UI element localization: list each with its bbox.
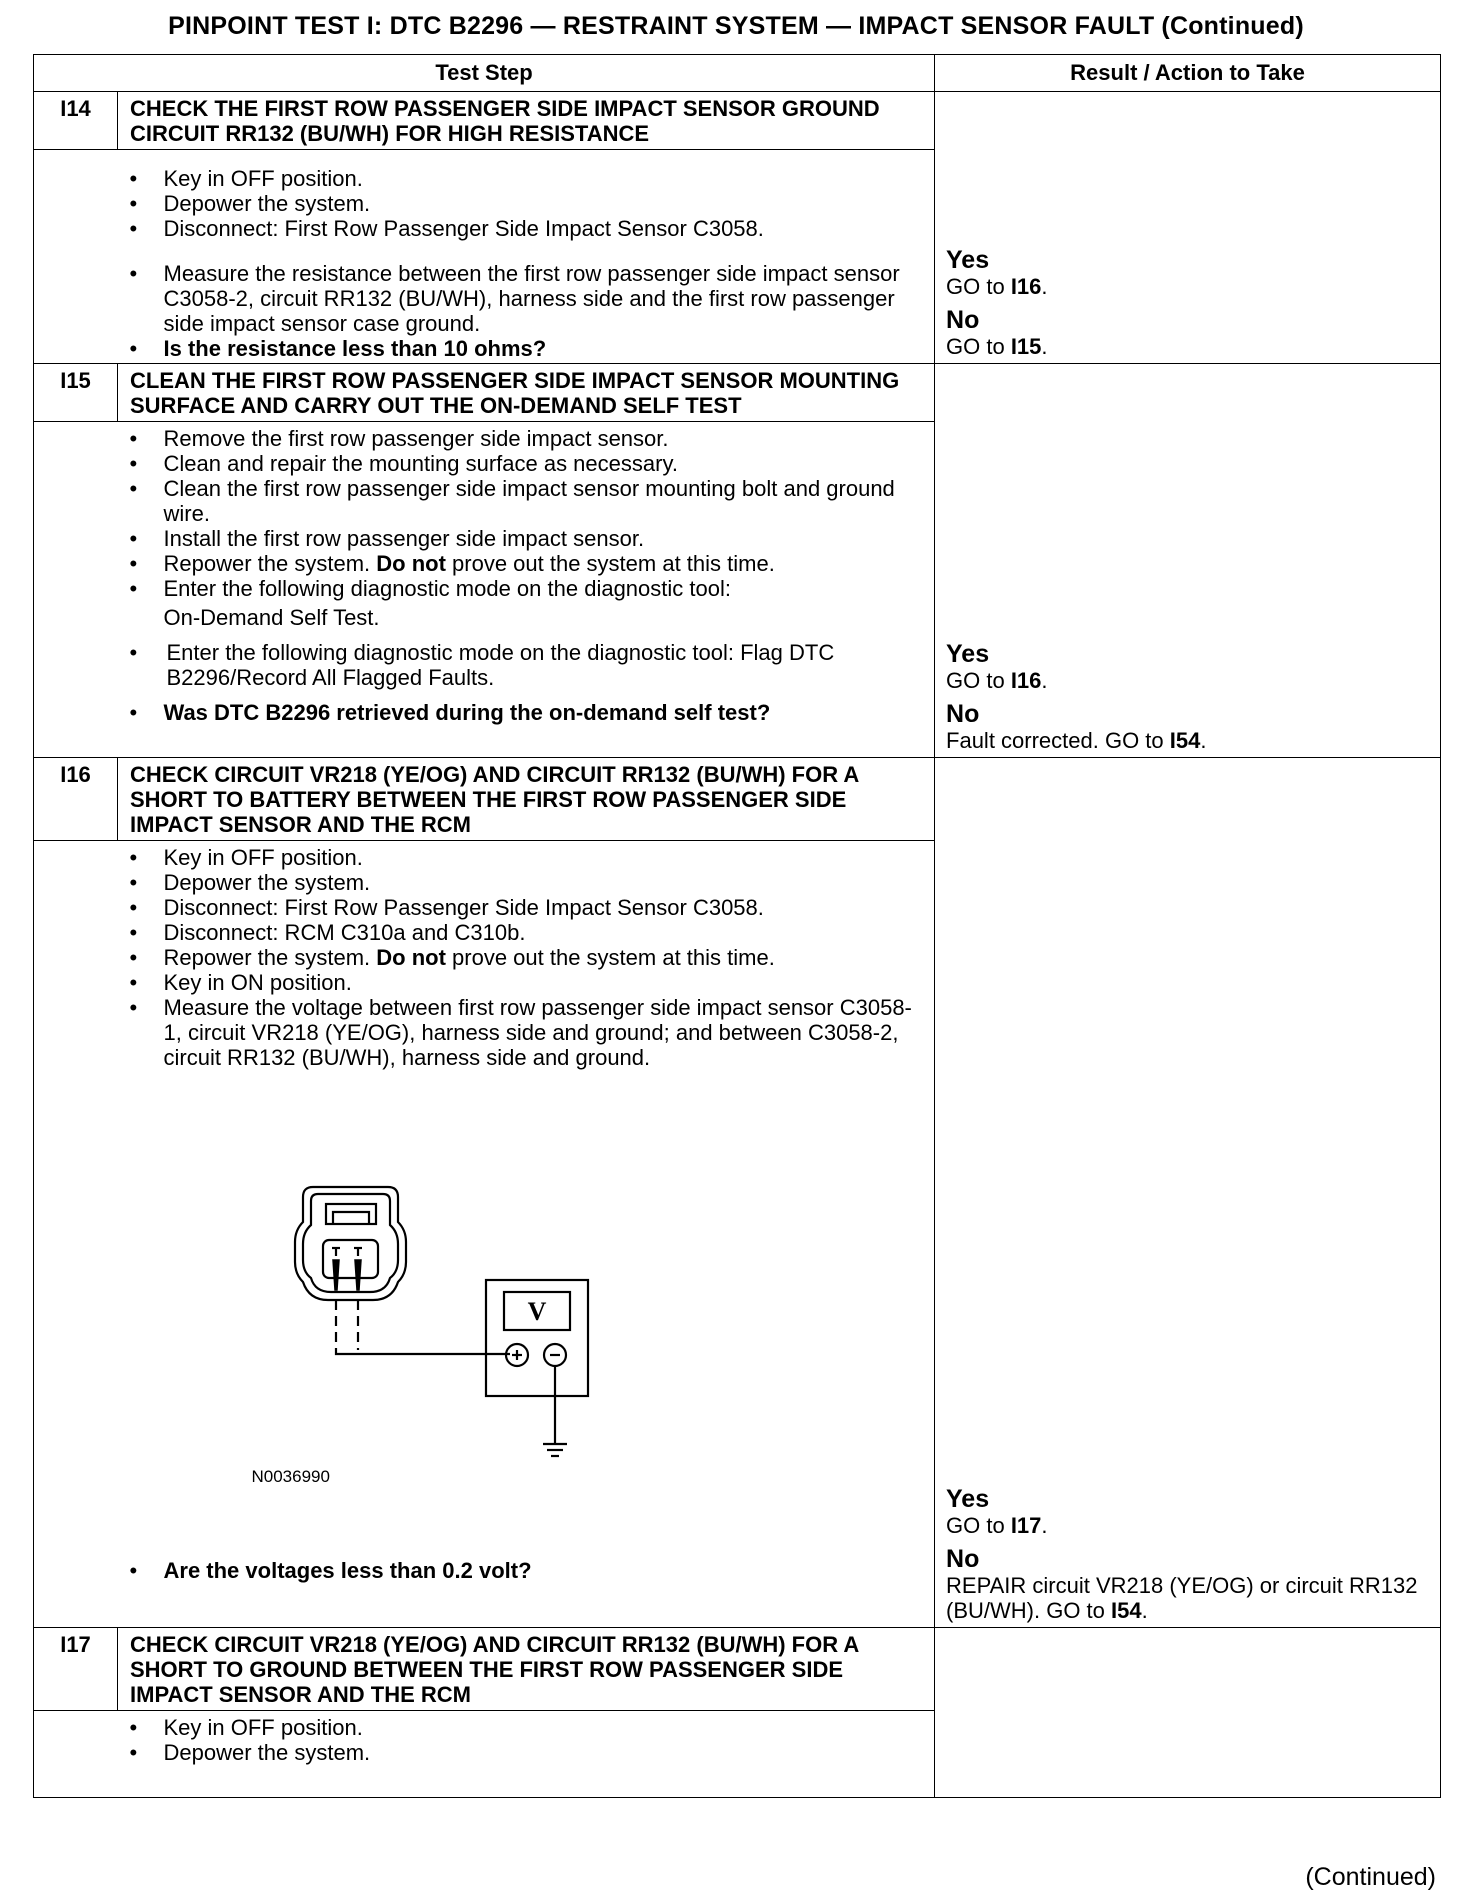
list-item: • Remove the first row passenger side impact sensor. [118,426,925,451]
no-label: No [946,1545,980,1573]
step-i16-title-row [34,758,1441,841]
list-item: • Key in OFF position. [118,845,925,870]
yes-action: GO to I16. [946,668,1048,693]
list-item: • Depower the system. [118,870,925,895]
yes-label: Yes [946,246,990,274]
no-action: GO to I15. [946,334,1048,359]
step-code: I15 [34,364,118,422]
wire-lines [336,1300,510,1354]
list-item: • Clean and repair the mounting surface as necessary. [118,451,925,476]
page-title: PINPOINT TEST I: DTC B2296 — RESTRAINT SYSTEM — IMPACT SENSOR FAULT (Continued) [168,12,1304,40]
list-item: • Key in OFF position. [118,1715,925,1740]
step-body [118,841,935,1628]
no-label: No [946,700,980,728]
continued-footer: (Continued) [1305,1863,1436,1891]
step-code: I16 [34,758,118,841]
step-result [935,92,1441,364]
step-title: CHECK CIRCUIT VR218 (YE/OG) AND CIRCUIT RR132 (BU/WH) FOR A SHORT TO BATTERY BETWEEN THE FIRST ROW PASSENGER SIDE IMPACT SENSOR AND THE RCM [118,758,935,841]
list-item: • Disconnect: First Row Passenger Side Impact Sensor C3058. [118,895,925,920]
code-spacer [34,841,118,1628]
table-header-row [34,55,1441,92]
connector-icon [295,1187,406,1300]
list-item: • Disconnect: RCM C310a and C310b. [118,920,925,945]
yes-label: Yes [946,1485,990,1513]
step-ref: I15 [1010,334,1042,359]
list-item: • Are the voltages less than 0.2 volt? [118,1558,925,1583]
list-item: • Repower the system. Do not prove out the system at this time. [118,551,925,576]
step-body [118,150,935,364]
step-result [935,364,1441,758]
list-item: • Clean the first row passenger side impact sensor mounting bolt and ground wire. [118,476,925,526]
connector-voltmeter-diagram [288,1182,758,1472]
list-item: • Depower the system. [118,191,925,216]
step-ref: I54 [1169,728,1201,753]
step-ref: I16 [1010,668,1042,693]
list-item: • Key in ON position. [118,970,925,995]
list-item: • Was DTC B2296 retrieved during the on-demand self test? [118,700,925,725]
header-result: Result / Action to Take [935,55,1441,92]
step-result [935,1628,1441,1798]
pinpoint-test-table [33,54,1441,1798]
list-item: • Disconnect: First Row Passenger Side Impact Sensor C3058. [118,216,925,241]
step-i14-title-row [34,92,1441,150]
list-item: • Enter the following diagnostic mode on the diagnostic tool: Flag DTC B2296/Record All Flagged Faults. [118,640,925,690]
step-title: CHECK THE FIRST ROW PASSENGER SIDE IMPACT SENSOR GROUND CIRCUIT RR132 (BU/WH) FOR HIGH RESISTANCE [118,92,935,150]
code-spacer [34,150,118,364]
step-code: I17 [34,1628,118,1711]
step-title: CLEAN THE FIRST ROW PASSENGER SIDE IMPACT SENSOR MOUNTING SURFACE AND CARRY OUT THE ON-DEMAND SELF TEST [118,364,935,422]
list-item: • Enter the following diagnostic mode on the diagnostic tool: On-Demand Self Test. [118,576,925,630]
code-spacer [34,422,118,758]
voltage-measurement-figure [118,1072,935,1558]
header-test-step: Test Step [34,55,935,92]
list-item: • Is the resistance less than 10 ohms? [118,336,925,361]
no-label: No [946,306,980,334]
step-i17-title-row [34,1628,1441,1711]
step-title: CHECK CIRCUIT VR218 (YE/OG) AND CIRCUIT RR132 (BU/WH) FOR A SHORT TO GROUND BETWEEN THE FIRST ROW PASSENGER SIDE IMPACT SENSOR AND THE RCM [118,1628,935,1711]
figure-id: N0036990 [251,1467,330,1486]
list-item: • Key in OFF position. [118,166,925,191]
list-item: • Depower the system. [118,1740,925,1765]
yes-action: GO to I16. [946,274,1048,299]
yes-label: Yes [946,640,990,668]
probe-icon [333,1260,361,1290]
no-action: REPAIR circuit VR218 (YE/OG) or circuit RR132 (BU/WH). GO to I54. [946,1573,1418,1623]
list-item: • Repower the system. Do not prove out the system at this time. [118,945,925,970]
step-ref: I54 [1111,1598,1142,1623]
code-spacer [34,1711,118,1798]
no-action: Fault corrected. GO to I54. [946,728,1207,753]
meter-symbol: V [527,1297,546,1326]
list-item: • Measure the resistance between the first row passenger side impact sensor C3058-2, circuit RR132 (BU/WH), harness side and the first row passenger side impact sensor case ground. [118,261,925,336]
step-body [118,1711,935,1798]
list-item: • Install the first row passenger side impact sensor. [118,526,925,551]
step-code: I14 [34,92,118,150]
step-body [118,422,935,758]
step-i15-title-row [34,364,1441,422]
list-item: • Measure the voltage between first row passenger side impact sensor C3058-1, circuit VR218 (YE/OG), harness side and ground; and between C3058-2, circuit RR132 (BU/WH), harness side and ground. [118,995,925,1070]
step-ref: I16 [1010,274,1042,299]
yes-action: GO to I17. [946,1513,1048,1538]
step-result [935,758,1441,1628]
step-ref: I17 [1010,1513,1042,1538]
